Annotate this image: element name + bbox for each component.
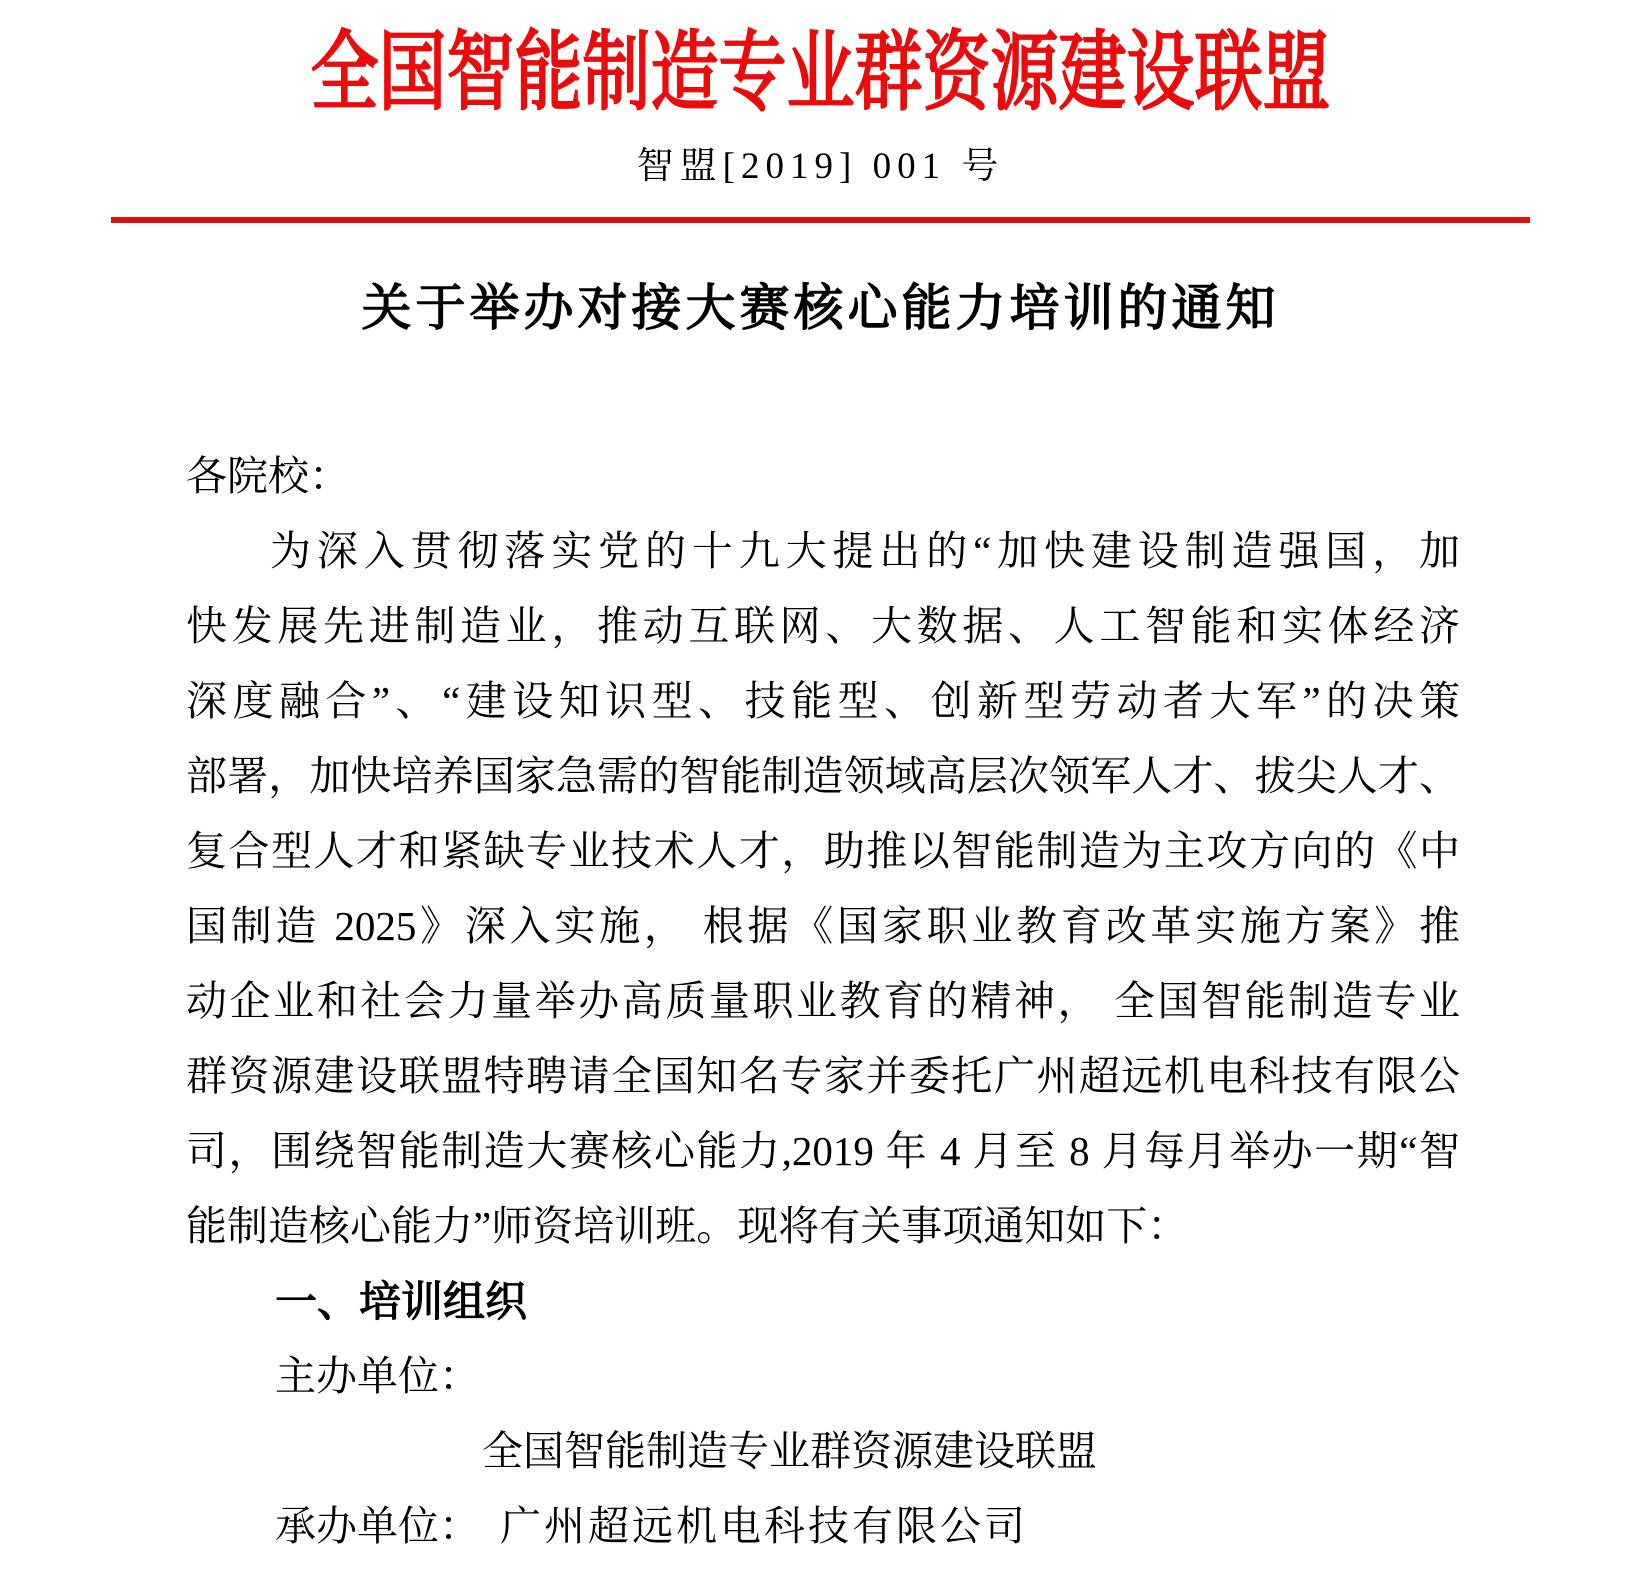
- paragraph-line: 国制造 2025》深入实施， 根据《国家职业教育改革实施方案》推: [186, 903, 1460, 949]
- document-header: [0, 25, 1641, 223]
- paragraph-line: 深度融合”、“建设知识型、技能型、创新型劳动者大军”的决策: [186, 678, 1460, 724]
- document-body: [0, 280, 1641, 1564]
- masthead-org-title: 全国智能制造专业群资源建设联盟: [310, 23, 1331, 121]
- host-name-line: 全国智能制造专业群资源建设联盟: [482, 1428, 1097, 1474]
- doc-number: 智盟[2019] 001 号: [636, 146, 1005, 187]
- paragraph-line: 快发展先进制造业，推动互联网、大数据、人工智能和实体经济: [186, 603, 1460, 649]
- paragraph-line: 能制造核心能力”师资培训班。现将有关事项通知如下：: [186, 1203, 1189, 1249]
- salutation-line: 各院校：: [186, 453, 350, 499]
- paragraph-line: 司，围绕智能制造大赛核心能力,2019 年 4 月至 8 月每月举办一期“智: [186, 1128, 1460, 1174]
- organizer-line: [186, 1489, 1460, 1564]
- host-label-line: 主办单位：: [275, 1353, 480, 1399]
- organizer-label: 承办单位：: [275, 1503, 480, 1549]
- paragraph-line: 群资源建设联盟特聘请全国知名专家并委托广州超远机电科技有限公: [186, 1053, 1460, 1099]
- paragraph-line: 复合型人才和紧缺专业技术人才，助推以智能制造为主攻方向的《中: [186, 828, 1460, 874]
- paragraph-line: 为深入贯彻落实党的十九大提出的“加快建设制造强国，加: [270, 528, 1460, 574]
- masthead: [0, 25, 1641, 120]
- paragraph-line: 动企业和社会力量举办高质量职业教育的精神， 全国智能制造专业: [186, 978, 1460, 1024]
- red-divider-line: [111, 217, 1530, 223]
- body-text-block: [186, 439, 1460, 1564]
- paragraph-line: 部署，加快培养国家急需的智能制造领域高层次领军人才、拔尖人才、: [186, 753, 1460, 799]
- section-heading-line: [186, 1264, 1460, 1339]
- document-title: 关于举办对接大赛核心能力培训的通知: [361, 280, 1280, 336]
- notice-document-page: [0, 25, 1641, 1570]
- section-heading: 一、培训组织: [275, 1278, 528, 1325]
- organizer-name: 广州超远机电科技有限公司: [500, 1503, 1028, 1549]
